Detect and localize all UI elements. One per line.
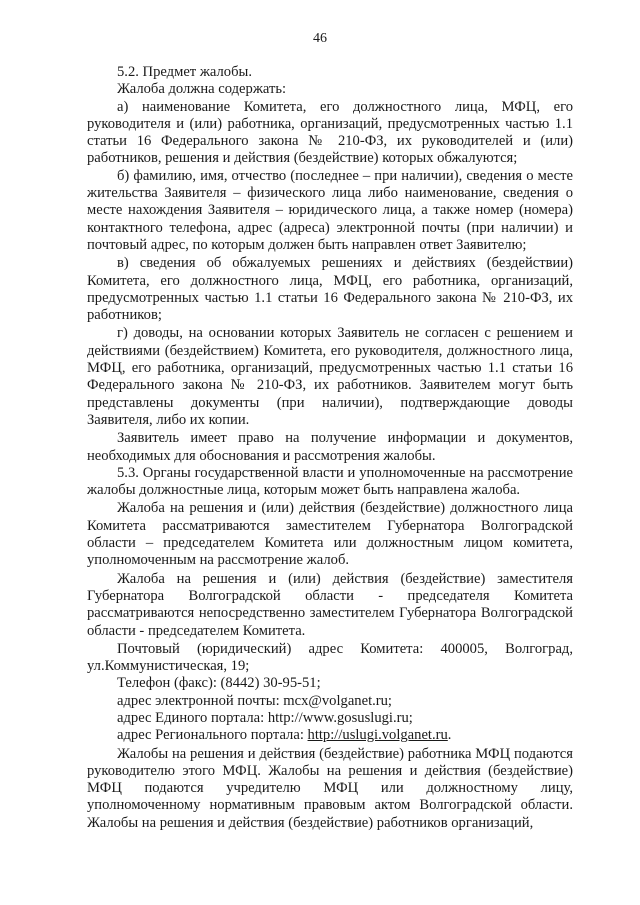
- list-item-b: б) фамилию, имя, отчество (последнее – при наличии), сведения о месте жительства Заявителя – физического лица либо наименование, сведения о месте нахождения Заявителя – юридического лица, а также номер (номера) контактного телефона, адрес (адреса) электронной почты (при наличии) и почтовый адрес, по которым должен быть направлен ответ Заявителю;: [87, 167, 573, 253]
- list-item-v: в) сведения об обжалуемых решениях и действиях (бездействии) Комитета, его должностного лица, МФЦ, его работника, организаций, предусмотренных частью 1.1 статьи 16 Федерального закона № 210-ФЗ, их работников;: [87, 255, 573, 324]
- phone-line: Телефон (факс): (8442) 30-95-51;: [117, 675, 321, 692]
- email-line: адрес электронной почты: mcx@volganet.ru;: [117, 692, 392, 709]
- paragraph: Заявитель имеет право на получение информации и документов, необходимых для обоснования и рассмотрения жалобы.: [87, 430, 573, 464]
- paragraph: Жалобы на решения и действия (бездействие) работника МФЦ подаются руководителю этого МФЦ. Жалобы на решения и действия (бездействие) МФЦ подаются учредителю МФЦ или должностному лицу, уполномоченному нормативным правовым актом Волгоградской области. Жалобы на решения и действия (бездействие) работников организаций,: [87, 745, 573, 831]
- list-item-g: г) доводы, на основании которых Заявитель не согласен с решением и действиями (бездействием) Комитета, его руководителя, должностного лица, МФЦ, его работника, организаций, предусмотренных частью 1.1 статьи 16 Федерального закона № 210-ФЗ, их работников. Заявителем могут быть представлены документы (при наличии), подтверждающие доводы Заявителя, либо их копии.: [87, 325, 573, 428]
- unified-portal-line: адрес Единого портала: http://www.gosuslugi.ru;: [117, 709, 413, 726]
- postal-address: Почтовый (юридический) адрес Комитета: 400005, Волгоград, ул.Коммунистическая, 19;: [87, 640, 573, 675]
- regional-portal-line: [87, 727, 573, 744]
- regional-portal-label: адрес Регионального портала:: [117, 727, 308, 744]
- document-body: [87, 64, 573, 832]
- paragraph: Жалоба на решения и (или) действия (бездействие) заместителя Губернатора Волгоградской области - председателя Комитета рассматриваются непосредственно заместителем Губернатора Волгоградской области - председателем Комитета.: [87, 570, 573, 639]
- section-heading-5-3: 5.3. Органы государственной власти и уполномоченные на рассмотрение жалобы должностные лица, которым может быть направлена жалоба.: [87, 464, 573, 499]
- section-heading-5-2: 5.2. Предмет жалобы.: [117, 64, 252, 80]
- list-item-a: а) наименование Комитета, его должностного лица, МФЦ, его руководителя и (или) работника, организаций, предусмотренных частью 1.1 статьи 16 Федерального закона № 210-ФЗ, их руководителей и (или) работников, решения и действия (бездействие) которых обжалуются;: [87, 98, 573, 167]
- regional-portal-link[interactable]: http://uslugi.volganet.ru: [307, 727, 448, 744]
- page-number: 46: [313, 31, 327, 46]
- regional-portal-end: .: [447, 727, 452, 744]
- paragraph: Жалоба на решения и (или) действия (бездействие) должностного лица Комитета рассматриваются заместителем Губернатора Волгоградской области – председателем Комитета или должностным лицом комитета, уполномоченным на рассмотрение жалоб.: [87, 500, 573, 569]
- paragraph: Жалоба должна содержать:: [117, 81, 287, 98]
